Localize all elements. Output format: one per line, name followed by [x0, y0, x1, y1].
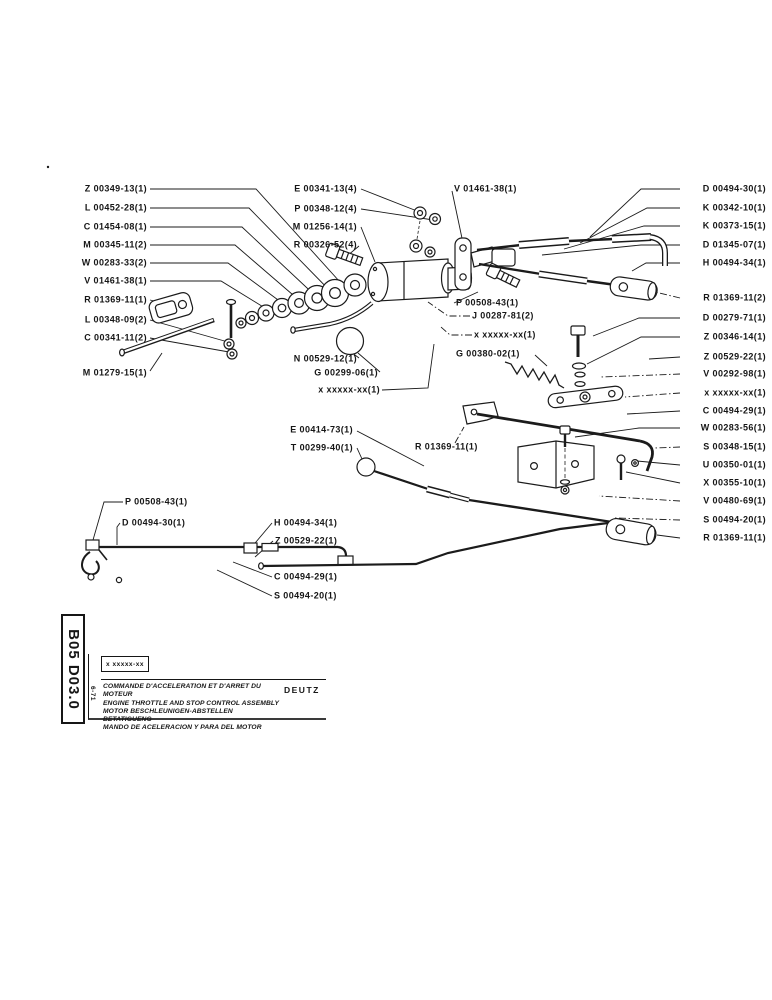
part-callout: Z 00349-13(1) — [84, 183, 147, 194]
ref-number-box: x xxxxx-xx — [101, 656, 149, 672]
part-callout: x xxxxx-xx(1) — [318, 384, 380, 395]
left-clevis — [148, 291, 195, 325]
stud-and-nuts — [224, 300, 237, 360]
part-callout: M 00345-11(2) — [83, 239, 147, 250]
part-callout: L 00348-09(2) — [84, 314, 147, 325]
doc-code: B05 D03.0 — [64, 628, 82, 710]
part-callout: T 00299-40(1) — [290, 442, 353, 453]
part-callout: R 01369-11(2) — [703, 292, 766, 303]
title-french: COMMANDE D'ACCELERATION ET D'ARRET DU MOTEUR — [103, 683, 261, 699]
part-callout: K 00342-10(1) — [702, 202, 766, 213]
knob-balls — [337, 328, 376, 477]
assembly-titles — [103, 683, 281, 733]
part-callout: Z 00346-14(1) — [703, 331, 766, 342]
part-callout: S 00494-20(1) — [274, 590, 337, 601]
part-callout: S 00348-15(1) — [703, 441, 766, 452]
hook-bracket — [463, 402, 498, 424]
bottom-left-linkage — [82, 523, 608, 583]
nuts-and-washers — [410, 207, 441, 257]
part-callout: D 00279-71(1) — [702, 312, 766, 323]
part-callout: R 01369-11(1) — [84, 294, 147, 305]
part-callout: C 01454-08(1) — [83, 221, 147, 232]
part-callout: C 00494-29(1) — [702, 405, 766, 416]
part-callout: V 00292-98(1) — [703, 368, 766, 379]
title-german: MOTOR BESCHLEUNIGEN-ABSTELLEN BETATIGUENG — [103, 707, 233, 724]
part-callout: K 00373-15(1) — [702, 220, 766, 231]
part-callout: D 00494-30(1) — [702, 183, 766, 194]
title-block-rule — [101, 679, 326, 680]
return-spring — [505, 362, 564, 388]
part-callout: D 00494-30(1) — [122, 517, 186, 528]
part-callout: R 01369-11(1) — [415, 441, 478, 452]
part-callout: V 01461-38(1) — [84, 275, 147, 286]
part-callout: L 00452-28(1) — [84, 202, 147, 213]
part-callout: G 00380-02(1) — [456, 348, 520, 359]
part-callout: D 01345-07(1) — [702, 239, 766, 250]
part-callout: E 00341-13(4) — [294, 183, 357, 194]
part-callout: S 00494-20(1) — [703, 514, 766, 525]
part-callout: V 00480-69(1) — [703, 495, 766, 506]
title-block — [88, 654, 326, 732]
page-ref: 6-71 — [89, 686, 96, 702]
part-callout: V 01461-38(1) — [454, 183, 517, 194]
part-callout: P 00348-12(4) — [294, 203, 357, 214]
part-callout: W 00283-56(1) — [700, 422, 766, 433]
part-callout: R 01369-11(1) — [703, 532, 766, 543]
part-callout: x xxxxx-xx(1) — [474, 329, 536, 340]
part-callout: H 00494-34(1) — [274, 517, 338, 528]
part-callout: N 00529-12(1) — [293, 353, 357, 364]
title-spanish: MANDO DE ACELERACION Y PARA DEL MOTOR — [103, 724, 262, 732]
doc-code-box — [61, 614, 85, 724]
part-callout: C 00494-29(1) — [274, 571, 338, 582]
part-callout: x xxxxx-xx(1) — [704, 387, 766, 398]
part-callout: Z 00529-22(1) — [703, 351, 766, 362]
cable-assembly — [374, 471, 658, 546]
part-callout: M 01279-15(1) — [82, 367, 147, 378]
title-english: ENGINE THROTTLE AND STOP CONTROL ASSEMBLY — [103, 699, 280, 707]
part-callout: R 00326-52(4) — [293, 239, 357, 250]
part-callout: Z 00529-22(1) — [275, 535, 338, 546]
part-callout: X 00355-10(1) — [703, 477, 766, 488]
part-callout: U 00350-01(1) — [702, 459, 766, 470]
adjuster-bolt-washers — [571, 326, 586, 377]
brand-name: DEUTZ — [284, 685, 320, 695]
part-callout: H 00494-34(1) — [702, 257, 766, 268]
part-callout: E 00414-73(1) — [290, 424, 353, 435]
part-callout: P 00508-43(1) — [125, 496, 188, 507]
part-callout: J 00287-81(2) — [472, 310, 534, 321]
part-callout: G 00299-06(1) — [314, 367, 378, 378]
page-mark-dot — [47, 166, 49, 168]
part-callout: P 00508-43(1) — [456, 297, 519, 308]
part-callout: C 00341-11(2) — [84, 332, 147, 343]
part-callout: M 01256-14(1) — [292, 221, 357, 232]
part-callout: W 00283-33(2) — [81, 257, 147, 268]
